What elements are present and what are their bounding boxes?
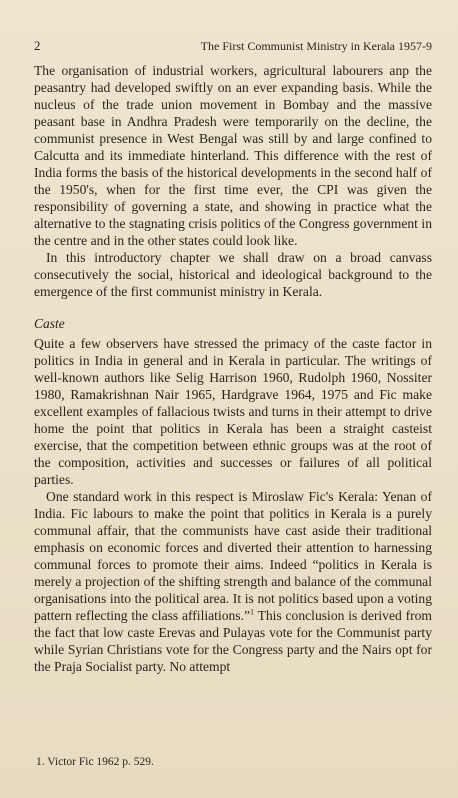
paragraph-fic-kerala-part-b: This conclusion is derived from the fact that low caste Erevas and Pulayas vote for the Communist party while Syrian Christians vote for the Congress party and the Nairs opt for the Praja Socialist party. No attempt [34, 608, 433, 674]
footnote: 1. Victor Fic 1962 p. 529. [36, 756, 154, 768]
footnote-reference: 1 [250, 607, 255, 617]
running-title: The First Communist Ministry in Kerala 1957-9 [200, 39, 432, 53]
paragraph-introductory-chapter: In this introductory chapter we shall draw on a broad canvass consecutively the social, historical and ideological background to the emergence of the first communist ministry in Kerala. [34, 250, 432, 299]
body-text [34, 62, 432, 675]
paragraph-caste-observers: Quite a few observers have stressed the primacy of the caste factor in politics in India in general and in Kerala in particular. The writings of well-known authors like Selig Harrison 1960, Rudolph 1960, Nossiter 1980, Ramakrishnan Nair 1965, Hardgrave 1964, 1975 and Fic make excellent examples of fallacious twists and turns in their attempt to drive home the point that politics in Kerala has been a straight casteist exercise, that the competition between ethnic groups was at the root of the composition, activities and successes or failures of all political parties. [34, 336, 432, 487]
section-heading-caste: Caste [34, 316, 65, 331]
paragraph-fic-kerala [34, 488, 432, 675]
running-head [34, 38, 432, 54]
page-number: 2 [34, 38, 41, 53]
paragraph-intro: The organisation of industrial workers, agricultural labourers anp the peasantry had developed swiftly on an ever expanding basis. While the nucleus of the trade union movement in Bombay and the massive peasant base in Andhra Pradesh were temporarily on the decline, the communist presence in West Bengal was still by and large confined to Calcutta and its immediate hinterland. This difference with the rest of India forms the basis of the historical developments in the second half of the 1950's, when for the first time ever, the CPI was given the responsibility of governing a state, and showing in practice what the alternative to the stagnating crisis politics of the Congress government in the centre and in the other states could look like. [34, 63, 432, 248]
paragraph-fic-kerala-part-a: One standard work in this respect is Miroslaw Fic's Kerala: Yenan of India. Fic labours to make the point that politics in Kerala is a purely communal affair, that the communists have cast aside their traditional emphasis on economic forces and diverted their attention to harnessing communal forces to promote their aims. Indeed “politics in Kerala is merely a projection of the shifting strength and balance of the communal organisations into the political area. It is not politics based upon a voting pattern reflecting the class affiliations.” [34, 489, 432, 623]
